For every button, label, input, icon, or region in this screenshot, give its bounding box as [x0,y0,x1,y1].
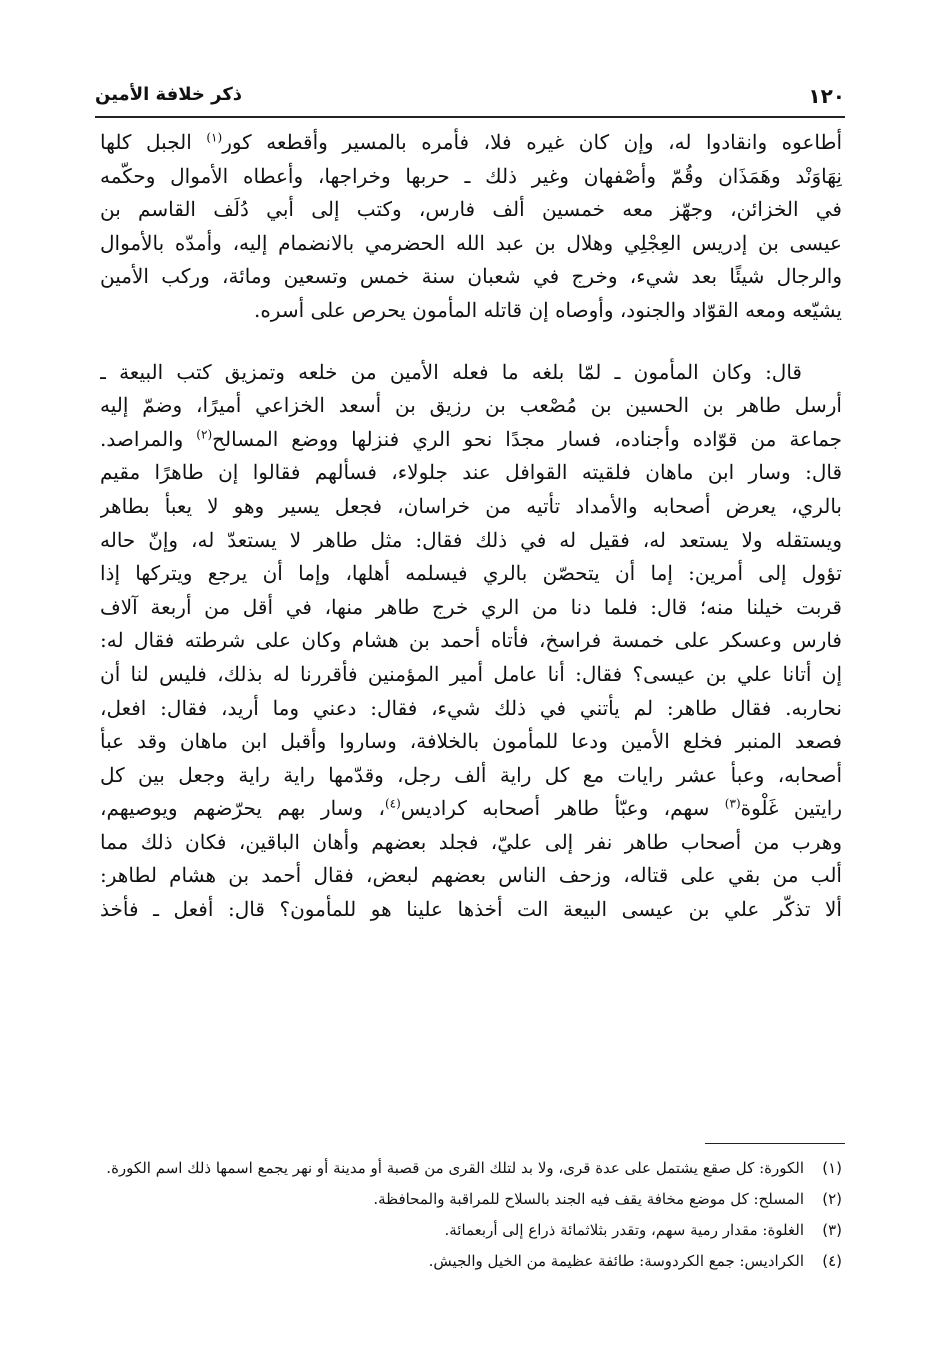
footnote-marker: (٤) [384,796,401,811]
text-line: تؤول إلى أمرين: إما أن يتحصّن بالري فيسلمه أهلها، وإما أن يرجع ويتركها إذا [100,561,842,586]
footnote-number: (٤) [822,1252,842,1270]
text-line: وهرب من أصحاب طاهر نفر إلى عليّ، فجلد بعضهم وأهان الباقين، فكان ذلك مما [100,829,842,854]
footnote-2 [100,1186,842,1213]
text-line: جماعة من قوّاده وأجناده، فسار مجدًا نحو الري فنزلها ووضع المسالح$^{(٢)}$ والمراصد. [100,426,842,451]
footnote-text: الغلوة: مقدار رمية سهم، وتقدر بثلاثمائة ذراع إلى أربعمائة. [444,1221,804,1239]
text-line: قال: وسار ابن ماهان فلقيته القوافل عند جلولاء، فسألهم فقالوا إن طاهرًا مقيم [100,460,842,485]
running-title: ذكر خلافة الأمين [95,84,243,105]
footnote-number: (١) [822,1159,842,1177]
text-line: عيسى بن إدريس العِجْلِي وهلال بن عبد الله الحضرمي بالانضمام إليه، وأمدّه بالأموال [100,230,842,255]
footnote-rule [705,1143,845,1144]
footnote-text: الكورة: كل صقع يشتمل على عدة قرى، ولا بد لتلك القرى من قصبة أو مدينة أو نهر يجمع اسمها ذلك اسم الكورة. [106,1159,804,1177]
footnote-text: المسلح: كل موضع مخافة يقف فيه الجند بالسلاح للمراقبة والمحافظة. [373,1190,804,1208]
footnote-4 [100,1248,842,1275]
text-line: أرسل طاهر بن الحسين بن مُصْعب بن رزيق بن أسعد الخزاعي أميرًا، وضمّ إليه [100,393,842,418]
text-line: نِهَاوَنْد وهَمَذَان وقُمّ وأصْفهان وغير ذلك ـ حربها وخراجها، وأعطاه الأموال وحكّمه [100,163,842,188]
text-line: قربت خيلنا منه؛ قال: فلما دنا من الري خرج طاهر منها، في أقل من أربعة آلاف [100,594,842,619]
text-line: أطاعوه وانقادوا له، وإن كان غيره فلا، فأمره بالمسير وأقطعه كور$^{(١)}$ الجبل كلها [100,130,842,154]
paragraph-1 [100,126,842,328]
main-text [100,126,842,927]
footnote-text: الكراديس: جمع الكردوسة: طائفة عظيمة من الخيل والجيش. [428,1252,804,1270]
text-line: ألا تذكّر علي بن عيسى البيعة الت أخذها علينا هو للمأمون؟ قال: أفعل ـ فأخذ [100,897,842,922]
text-line: أصحابه، وعبأ عشر رايات مع كل راية ألف رجل، وقدّمها راية راية وجعل بين كل [100,762,842,787]
text-line: فارس وعسكر على خمسة فراسخ، فأتاه أحمد بن هشام وكان على شرطته فقال له: [100,628,842,653]
text-line: نحاربه. فقال طاهر: لم يأتني في ذلك شيء، فقال: دعني وما أريد، فقال: افعل، [100,695,842,720]
page-header [95,80,845,116]
text-line: قال: وكان المأمون ـ لمّا بلغه ما فعله الأمين من خلعه وتمزيق كتب البيعة ـ [100,359,802,384]
footnote-number: (٢) [822,1190,842,1208]
footnote-number: (٣) [822,1221,842,1239]
text-line: يشيّعه ومعه القوّاد والجنود، وأوصاه إن قاتله المأمون يحرص على أسره. [253,297,842,322]
text-line: ويستقله ولا يستعد له، فقيل له في ذلك فقال: مثل طاهر لا يستعدّ له، وإنّ حاله [100,527,842,552]
text-line: بالري، يعرض أصحابه والأمداد تأتيه من خراسان، فجعل يسير وهو لا يعبأ بطاهر [100,493,842,518]
text-line: والرجال شيئًا بعد شيء، وخرج في شعبان سنة خمس وتسعين ومائة، وركب الأمين [100,264,842,289]
footnotes [100,1155,842,1279]
footnote-marker: (٢) [196,427,213,442]
paragraph-2 [100,356,842,927]
text-line: ألب من بقي على قتاله، وزحف الناس بعضهم لبعض، فقال أحمد بن هشام لطاهر: [100,863,842,888]
footnote-marker: (٣) [724,796,741,811]
footnote-3 [100,1217,842,1244]
text-line: فصعد المنبر فخلع الأمين ودعا للمأمون بالخلافة، وساروا وأقبل ابن ماهان وقد عبأ [100,729,842,754]
text-line: إن أتانا علي بن عيسى؟ فقال: أنا عامل أمير المؤمنين فأقررنا له بذلك، فليس لنا أن [100,661,842,686]
page-number: ١٢٠ [808,84,845,108]
header-rule [95,116,845,118]
footnote-marker: (١) [206,130,223,145]
text-line: في الخزائن، وجهّز معه خمسين ألف فارس، وكتب إلى أبي دُلَف القاسم بن [100,197,842,222]
text-line: رايتين غَلْوة$^{(٣)}$ سهم، وعبّأ طاهر أصحابه كراديس$^{(٤)}$، وسار بهم يحرّضهم ويوصيهم، [100,796,842,821]
footnote-1 [100,1155,842,1182]
